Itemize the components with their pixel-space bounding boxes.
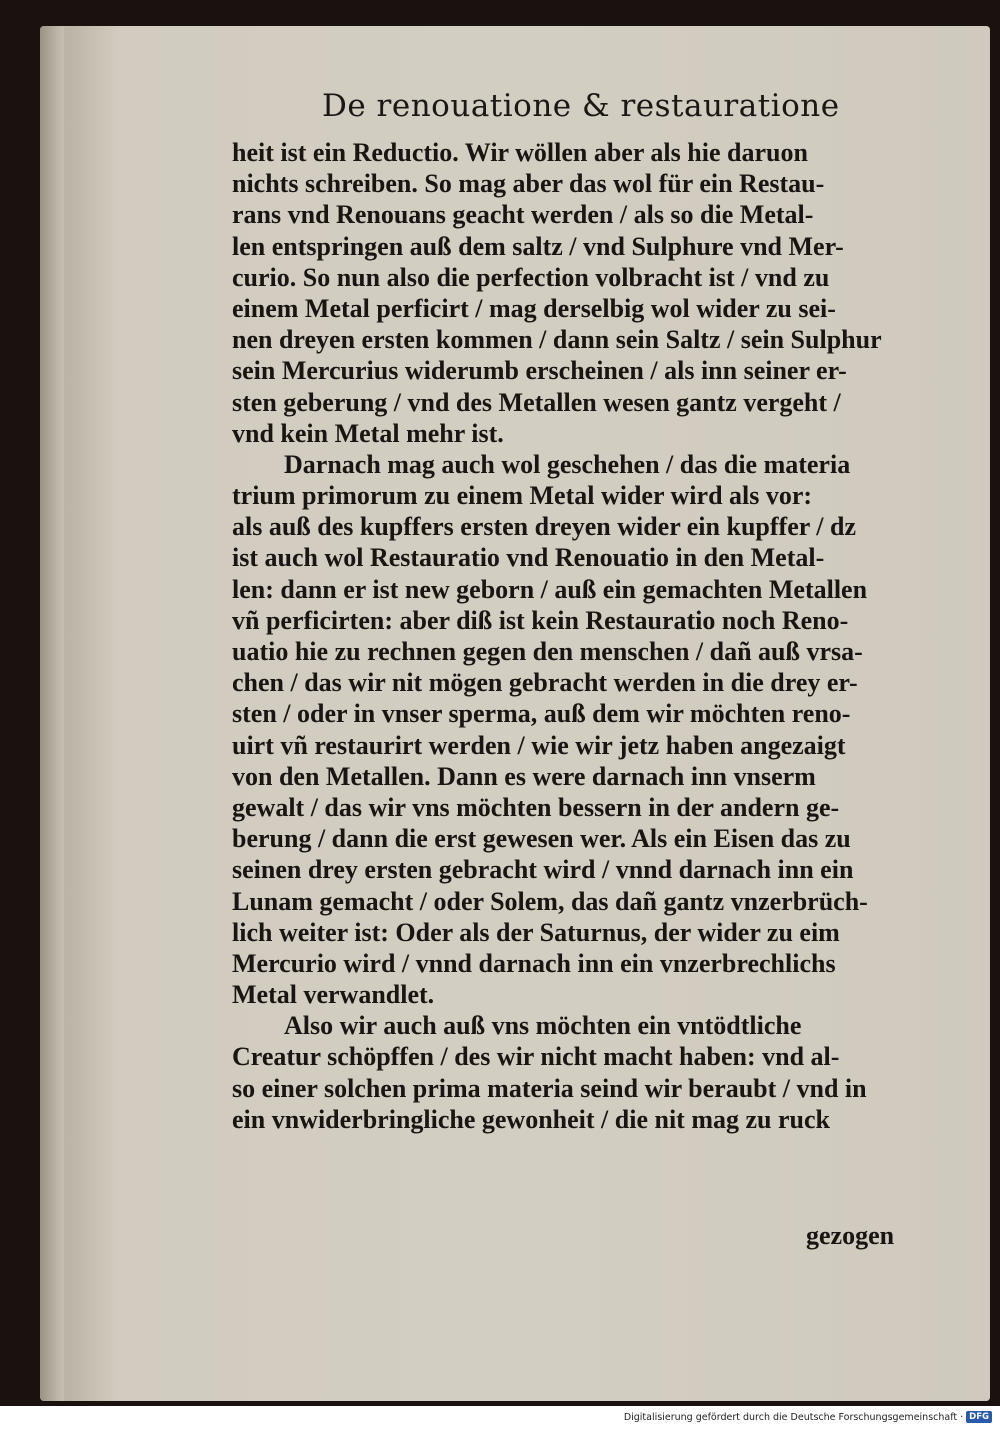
text-line: len entspringen auß dem saltz / vnd Sulphure vnd Mer-: [232, 231, 844, 261]
text-line: sten geberung / vnd des Metallen wesen gantz vergeht /: [232, 387, 841, 417]
text-line: nen dreyen ersten kommen / dann sein Saltz / sein Sulphur: [232, 325, 882, 355]
text-line: Lunam gemacht / oder Solem, das dañ gantz vnzerbrüch-: [232, 886, 868, 916]
text-line: chen / das wir nit mögen gebracht werden in die drey er-: [232, 668, 858, 698]
body-text: [232, 137, 932, 1135]
text-line: trium primorum zu einem Metal wider wird als vor:: [232, 481, 813, 511]
text-line: len: dann er ist new geborn / auß ein gemachten Metallen: [232, 574, 868, 604]
text-line: lich weiter ist: Oder als der Saturnus, der wider zu eim: [232, 917, 840, 947]
text-line: von den Metallen. Dann es were darnach inn vnserm: [232, 761, 816, 791]
text-line: Also wir auch auß vns möchten ein vntödtliche: [284, 1011, 802, 1041]
catchword: gezogen: [806, 1221, 895, 1250]
text-line: heit ist ein Reductio. Wir wöllen aber als hie daruon: [232, 138, 808, 167]
text-line: Mercurio wird / vnnd darnach inn ein vnzerbrechlichs: [232, 948, 836, 978]
text-line: uirt vñ restaurirt werden / wie wir jetz haben angezaigt: [232, 730, 846, 760]
text-line: einem Metal perficirt / mag derselbig wol wider zu sei-: [232, 293, 836, 323]
text-line: als auß des kupffers ersten dreyen wider ein kupffer / dz: [232, 512, 857, 542]
text-line: seinen drey ersten gebracht wird / vnnd darnach inn ein: [232, 855, 854, 885]
text-line: rans vnd Renouans geacht werden / als so die Metal-: [232, 200, 814, 230]
gutter-shadow: [40, 26, 70, 1401]
text-line: sein Mercurius widerumb erscheinen / als inn seiner er-: [232, 356, 847, 386]
text-line: nichts schreiben. So mag aber das wol für ein Restau-: [232, 169, 825, 199]
text-line: gewalt / das wir vns möchten bessern in der andern ge-: [232, 792, 840, 822]
text-line: ein vnwiderbringliche gewonheit / die nit mag zu ruck: [232, 1104, 830, 1134]
text-line: vñ perficirten: aber diß ist kein Restauratio noch Reno-: [232, 605, 849, 635]
text-line: vnd kein Metal mehr ist.: [232, 418, 504, 448]
text-line: Creatur schöpffen / des wir nicht macht haben: vnd al-: [232, 1042, 840, 1072]
text-line: uatio hie zu rechnen gegen den menschen / dañ auß vrsa-: [232, 637, 863, 666]
text-line: berung / dann die erst gewesen wer. Als ein Eisen das zu: [232, 824, 851, 854]
text-line: ist auch wol Restauratio vnd Renouatio in den Metal-: [232, 543, 825, 573]
dfg-logo: DFG: [966, 1411, 992, 1423]
text-line: so einer solchen prima materia seind wir beraubt / vnd in: [232, 1073, 867, 1103]
text-line: Darnach mag auch wol geschehen / das die materia: [284, 449, 851, 479]
text-line: sten / oder in vnser sperma, auß dem wir möchten reno-: [232, 699, 851, 729]
footer-credit: [624, 1411, 992, 1423]
text-line: Metal verwandlet.: [232, 980, 435, 1010]
footer-text: Digitalisierung gefördert durch die Deutsche Forschungsgemeinschaft ·: [623, 1411, 964, 1423]
text-line: curio. So nun also die perfection volbracht ist / vnd zu: [232, 262, 830, 292]
running-header: De renouatione & restauratione: [322, 88, 840, 124]
